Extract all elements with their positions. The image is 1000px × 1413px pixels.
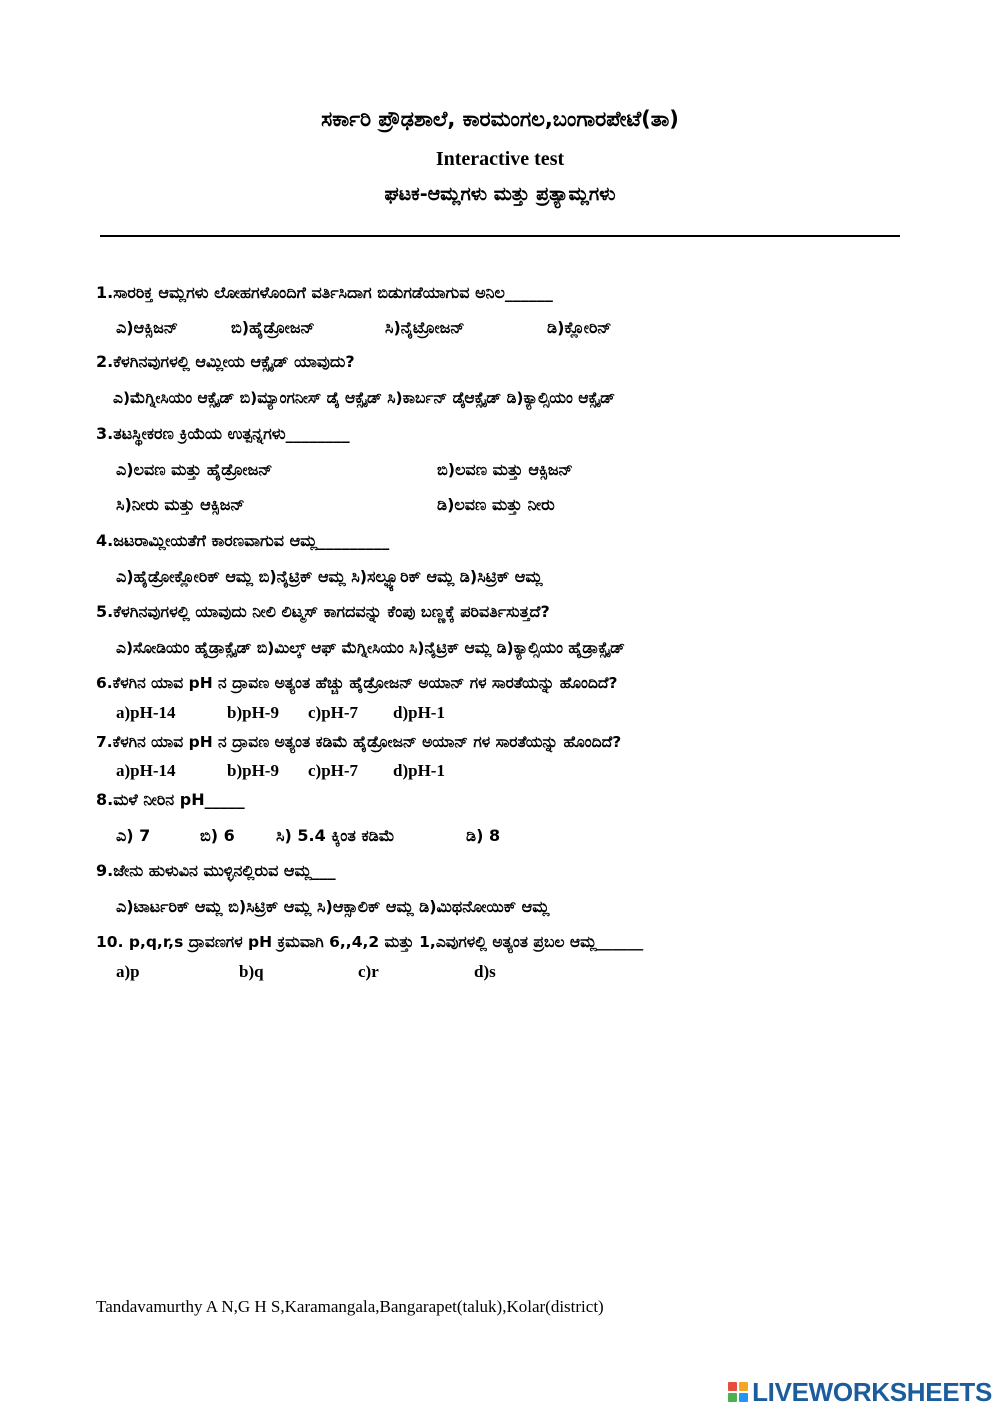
- q9-options[interactable]: ಎ)ಟಾರ್ಟರಿಕ್ ಆಮ್ಲ ಬಿ)ಸಿಟ್ರಿಕ್ ಆಮ್ಲ ಸಿ)ಆಕ್ಸಾಲಿಕ್ ಆಮ್ಲ ಡಿ)ಮಿಥನೋಯಿಕ್ ಆಮ್ಲ: [116, 897, 550, 916]
- question-6: 6.ಕೆಳಗಿನ ಯಾವ pH ನ ದ್ರಾವಣ ಅತ್ಯಂತ ಹೆಚ್ಚು ಹೈಡ್ರೋಜನ್ ಅಯಾನ್ ಗಳ ಸಾರತೆಯನ್ನು ಹೊಂದಿದೆ?: [96, 674, 618, 692]
- q7-option-d[interactable]: d)pH-1: [393, 761, 445, 780]
- question-5: 5.ಕೆಳಗಿನವುಗಳಲ್ಲಿ ಯಾವುದು ನೀಲಿ ಲಿಟ್ಮಸ್ ಕಾಗದವನ್ನು ಕೆಂಪು ಬಣ್ಣಕ್ಕೆ ಪರಿವರ್ತಿಸುತ್ತದೆ?: [96, 602, 550, 621]
- header-divider: [100, 235, 900, 237]
- q6-option-c[interactable]: c)pH-7: [308, 703, 359, 722]
- q7-option-b[interactable]: b)pH-9: [227, 761, 279, 780]
- q3-option-d[interactable]: ಡಿ)ಲವಣ ಮತ್ತು ನೀರು: [437, 495, 555, 514]
- q6-option-a[interactable]: a)pH-14: [116, 703, 176, 722]
- question-1: 1.ಸಾರರಿಕ್ತ ಆಮ್ಲಗಳು ಲೋಹಗಳೊಂದಿಗೆ ವರ್ತಿಸಿದಾಗ ಬಿಡುಗಡೆಯಾಗುವ ಅನಿಲ______: [96, 283, 553, 302]
- author-credit: Tandavamurthy A N,G H S,Karamangala,Bangarapet(taluk),Kolar(district): [96, 1297, 604, 1316]
- q3-option-b[interactable]: ಬಿ)ಲವಣ ಮತ್ತು ಆಕ್ಸಿಜನ್: [437, 460, 573, 479]
- q6-option-d[interactable]: d)pH-1: [393, 703, 445, 722]
- q1-option-d[interactable]: ಡಿ)ಕ್ಲೋರಿನ್: [547, 318, 612, 337]
- question-2: 2.ಕೆಳಗಿನವುಗಳಲ್ಲಿ ಆಮ್ಲೀಯ ಆಕ್ಸೈಡ್ ಯಾವುದು?: [96, 352, 355, 371]
- question-4: 4.ಜಟರಾಮ್ಲೀಯತೆಗೆ ಕಾರಣವಾಗುವ ಆಮ್ಲ_________: [96, 531, 390, 550]
- q2-options[interactable]: ಎ)ಮೆಗ್ನೀಸಿಯಂ ಆಕ್ಸೈಡ್ ಬಿ)ಮ್ಯಾಂಗನೀಸ್ ಡೈ ಆಕ್ಸೈಡ್ ಸಿ)ಕಾರ್ಬನ್ ಡೈಆಕ್ಸೈಡ್ ಡಿ)ಕ್ಯಾಲ್ಸಿಯಂ ಆಕ್ಸೈಡ್: [113, 389, 616, 407]
- q7-option-c[interactable]: c)pH-7: [308, 761, 359, 780]
- icon-square-1: [728, 1382, 737, 1391]
- q10-option-d[interactable]: d)s: [474, 962, 496, 981]
- q8-option-c[interactable]: ಸಿ) 5.4 ಕ್ಕಿಂತ ಕಡಿಮೆ: [276, 826, 395, 845]
- question-10: 10. p,q,r,s ದ್ರಾವಣಗಳ pH ಕ್ರಮವಾಗಿ 6,,4,2 ಮತ್ತು 1,ಎವುಗಳಲ್ಲಿ ಅತ್ಯಂತ ಪ್ರಬಲ ಆಮ್ಲ______: [96, 933, 644, 951]
- q5-options[interactable]: ಎ)ಸೋಡಿಯಂ ಹೈಡ್ರಾಕ್ಸೈಡ್ ಬಿ)ಮಿಲ್ಕ್ ಆಫ್ ಮೆಗ್ನೀಸಿಯಂ ಸಿ)ನೈಟ್ರಿಕ್ ಆಮ್ಲ ಡಿ)ಕ್ಯಾಲ್ಸಿಯಂ ಹೈಡ್ರಾಕ್ಸೈಡ್: [116, 639, 625, 657]
- q3-option-c[interactable]: ಸಿ)ನೀರು ಮತ್ತು ಆಕ್ಸಿಜನ್: [116, 495, 245, 514]
- question-9: 9.ಜೇನು ಹುಳುವಿನ ಮುಳ್ಳಿನಲ್ಲಿರುವ ಆಮ್ಲ___: [96, 861, 336, 880]
- q1-option-b[interactable]: ಬಿ)ಹೈಡ್ರೋಜನ್: [231, 318, 315, 337]
- icon-square-2: [739, 1382, 748, 1391]
- liveworksheets-icon: [728, 1382, 748, 1402]
- q8-option-d[interactable]: ಡಿ) 8: [466, 826, 501, 845]
- liveworksheets-logo[interactable]: [728, 1377, 992, 1407]
- q10-option-b[interactable]: b)q: [239, 962, 264, 981]
- icon-square-3: [728, 1393, 737, 1402]
- q10-option-c[interactable]: c)r: [358, 962, 379, 981]
- q7-option-a[interactable]: a)pH-14: [116, 761, 176, 780]
- school-title: ಸರ್ಕಾರಿ ಪ್ರೌಢಶಾಲೆ, ಕಾರಮಂಗಲ,ಬಂಗಾರಪೇಟೆ(ತಾ): [321, 107, 679, 131]
- q6-option-b[interactable]: b)pH-9: [227, 703, 279, 722]
- test-title: Interactive test: [435, 148, 565, 170]
- brand-name: LIVEWORKSHEETS: [752, 1376, 992, 1407]
- unit-title: ಘಟಕ-ಆಮ್ಲಗಳು ಮತ್ತು ಪ್ರತ್ಯಾಮ್ಲಗಳು: [384, 183, 616, 205]
- q8-option-b[interactable]: ಬಿ) 6: [200, 826, 235, 845]
- q10-option-a[interactable]: a)p: [116, 962, 140, 981]
- question-3: 3.ತಟಸ್ಥೀಕರಣ ಕ್ರಿಯೆಯ ಉತ್ಪನ್ನಗಳು________: [96, 424, 350, 443]
- q8-option-a[interactable]: ಎ) 7: [116, 826, 151, 845]
- question-8: 8.ಮಳೆ ನೀರಿನ pH_____: [96, 790, 245, 809]
- q1-option-c[interactable]: ಸಿ)ನೈಟ್ರೋಜನ್: [385, 318, 465, 337]
- q1-option-a[interactable]: ಎ)ಆಕ್ಸಿಜನ್: [116, 318, 179, 337]
- icon-square-4: [739, 1393, 748, 1402]
- question-7: 7.ಕೆಳಗಿನ ಯಾವ pH ನ ದ್ರಾವಣ ಅತ್ಯಂತ ಕಡಿಮೆ ಹೈಡ್ರೋಜನ್ ಅಯಾನ್ ಗಳ ಸಾರತೆಯನ್ನು ಹೊಂದಿದೆ?: [96, 733, 622, 751]
- q4-options[interactable]: ಎ)ಹೈಡ್ರೋಕ್ಲೋರಿಕ್ ಆಮ್ಲ ಬಿ)ನೈಟ್ರಿಕ್ ಆಮ್ಲ ಸಿ)ಸಲ್ಫ್ಯೂರಿಕ್ ಆಮ್ಲ ಡಿ)ಸಿಟ್ರಿಕ್ ಆಮ್ಲ: [116, 567, 543, 586]
- q3-option-a[interactable]: ಎ)ಲವಣ ಮತ್ತು ಹೈಡ್ರೋಜನ್: [116, 460, 273, 479]
